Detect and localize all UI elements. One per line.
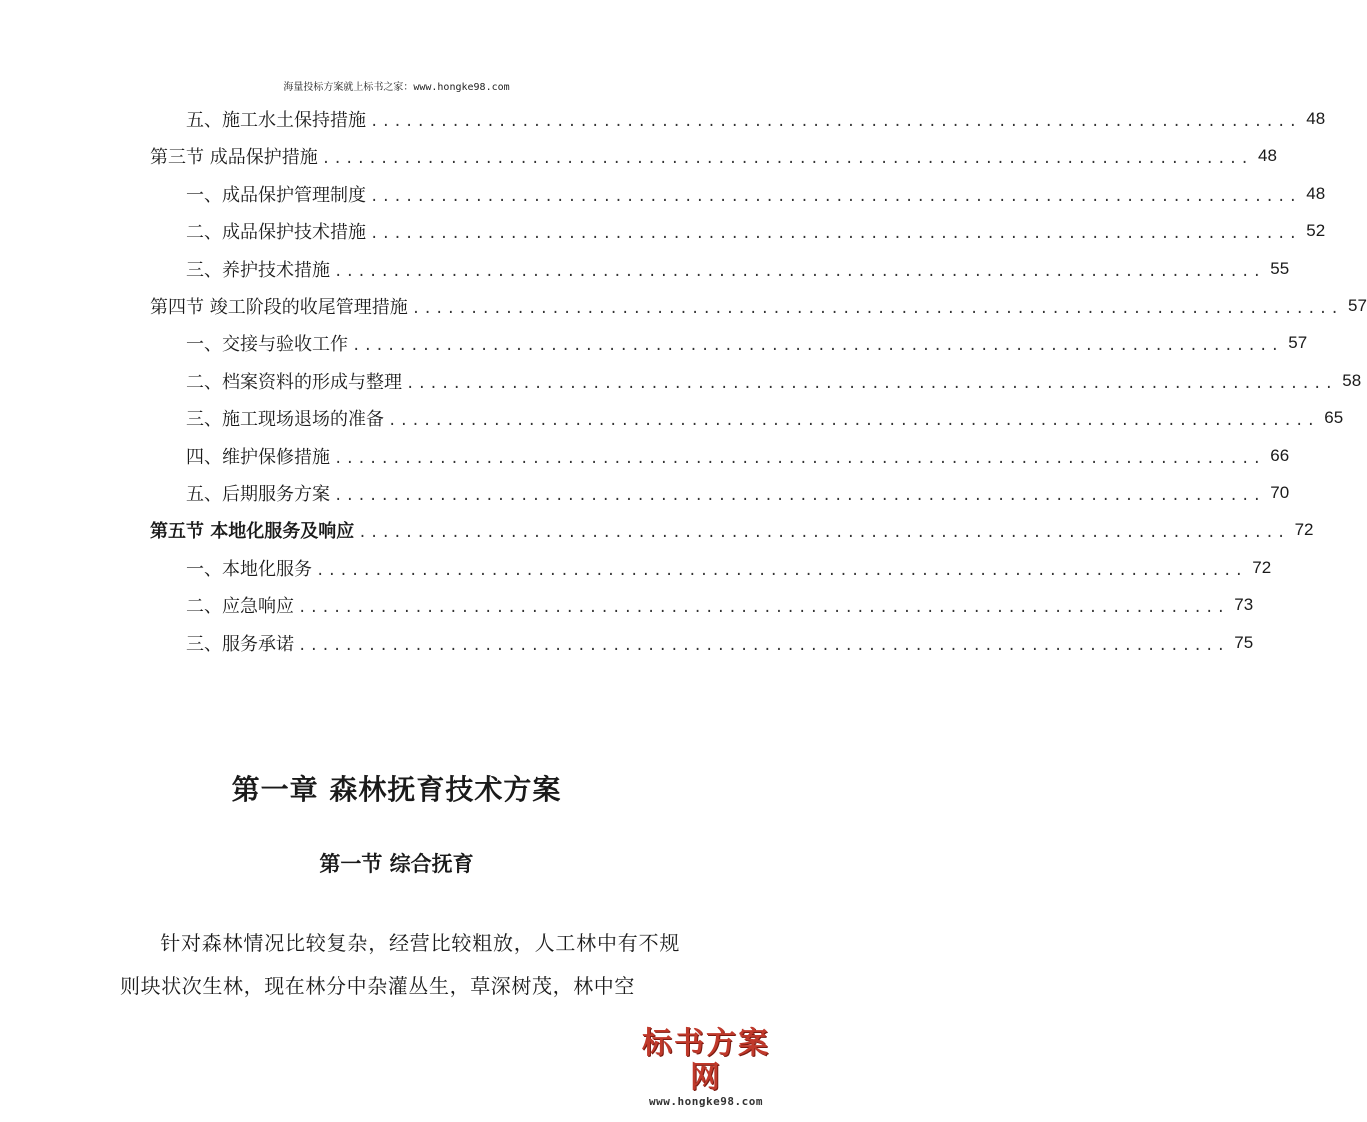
toc-entry[interactable] — [186, 403, 1344, 433]
toc-dot-leader: ................................................................................ — [388, 413, 1319, 430]
toc-entry[interactable] — [150, 515, 1314, 545]
watermark-url: www.hongke98.com — [649, 1095, 763, 1108]
toc-entry[interactable] — [186, 104, 1326, 134]
watermark-title: 标书方案网 — [642, 1026, 770, 1095]
toc-dot-leader: ................................................................................ — [334, 263, 1265, 280]
toc-entry[interactable] — [186, 254, 1290, 284]
toc-dot-leader: ................................................................................ — [411, 301, 1343, 317]
toc-entry-label: 三、养护技术措施 — [186, 259, 330, 281]
toc-entry[interactable] — [150, 141, 1277, 171]
toc-entry[interactable] — [186, 179, 1326, 209]
toc-dot-leader: ................................................................................ — [316, 562, 1247, 579]
toc-entry-page-number: 70 — [1270, 483, 1290, 502]
toc-entry[interactable] — [186, 553, 1272, 583]
toc-entry-page-number: 65 — [1324, 408, 1344, 428]
toc-entry-page-number: 75 — [1234, 632, 1254, 652]
toc-entry-label: 五、施工水土保持措施 — [186, 110, 366, 131]
toc-entry-label: 二、成品保护技术措施 — [186, 222, 366, 244]
toc-entry-page-number: 72 — [1294, 520, 1314, 540]
paragraph-text: 针对森林情况比较复杂，经营比较粗放，人工林中有不规则块状次生林，现在林分中杂灌丛生，草深树茂，林中空 — [120, 931, 680, 998]
toc-entry-page-number: 48 — [1306, 109, 1326, 128]
toc-entry-label: 一、交接与验收工作 — [186, 334, 348, 356]
toc-dot-leader: ................................................................................ — [370, 114, 1301, 130]
toc-entry-label: 二、档案资料的形成与整理 — [186, 371, 402, 393]
toc-entry[interactable] — [186, 628, 1254, 658]
chapter-title: 第一章 森林抚育技术方案 — [231, 773, 562, 806]
toc-dot-leader: ................................................................................ — [406, 375, 1337, 392]
toc-dot-leader: ................................................................................ — [370, 188, 1301, 205]
toc-entry[interactable] — [186, 328, 1308, 358]
toc-entry-label: 四、维护保修措施 — [186, 446, 330, 468]
toc-entry-label: 一、成品保护管理制度 — [186, 184, 366, 206]
toc-entry-page-number: 57 — [1288, 333, 1308, 353]
page-header: 海量投标方案就上标书之家：www.hongke98.com — [283, 82, 510, 93]
toc-dot-leader: ................................................................................ — [334, 488, 1265, 504]
toc-dot-leader: ................................................................................ — [352, 338, 1283, 355]
toc-entry[interactable] — [186, 590, 1254, 620]
toc-entry-label: 第四节 竣工阶段的收尾管理措施 — [150, 297, 408, 318]
toc-entry-label: 三、服务承诺 — [186, 633, 294, 655]
toc-dot-leader: ................................................................................ — [334, 450, 1265, 467]
toc-dot-leader: ................................................................................ — [358, 525, 1289, 542]
toc-dot-leader: ................................................................................ — [298, 600, 1229, 617]
toc-entry-page-number: 48 — [1258, 146, 1277, 166]
toc-entry-label: 五、后期服务方案 — [186, 484, 330, 505]
toc-entry-label: 第五节 本地化服务及响应 — [150, 521, 355, 543]
toc-dot-leader: ................................................................................ — [298, 637, 1229, 654]
toc-entry-page-number: 57 — [1348, 296, 1367, 315]
toc-entry[interactable] — [186, 441, 1290, 471]
toc-entry[interactable] — [186, 478, 1290, 508]
toc-dot-leader: ................................................................................ — [370, 226, 1301, 243]
toc-entry-page-number: 52 — [1306, 221, 1326, 241]
toc-entry-page-number: 72 — [1252, 557, 1272, 577]
section-title: 第一节 综合抚育 — [319, 852, 474, 876]
toc-entry-page-number: 55 — [1270, 258, 1290, 278]
toc-entry-label: 第三节 成品保护措施 — [150, 147, 318, 169]
toc-entry-label: 三、施工现场退场的准备 — [186, 409, 384, 431]
toc-entry-page-number: 66 — [1270, 445, 1290, 465]
toc-entry-page-number: 73 — [1234, 595, 1254, 615]
toc-entry-page-number: 58 — [1342, 370, 1362, 390]
toc-entry-page-number: 48 — [1306, 183, 1326, 203]
toc-entry[interactable] — [186, 216, 1326, 246]
toc-entry[interactable] — [150, 291, 1367, 321]
toc-dot-leader: ................................................................................ — [321, 151, 1253, 168]
toc-entry-label: 一、本地化服务 — [186, 558, 312, 580]
watermark-logo — [631, 1027, 781, 1108]
body-paragraph — [120, 922, 680, 1008]
toc-entry-label: 二、应急响应 — [186, 596, 294, 618]
toc-entry[interactable] — [186, 366, 1362, 396]
